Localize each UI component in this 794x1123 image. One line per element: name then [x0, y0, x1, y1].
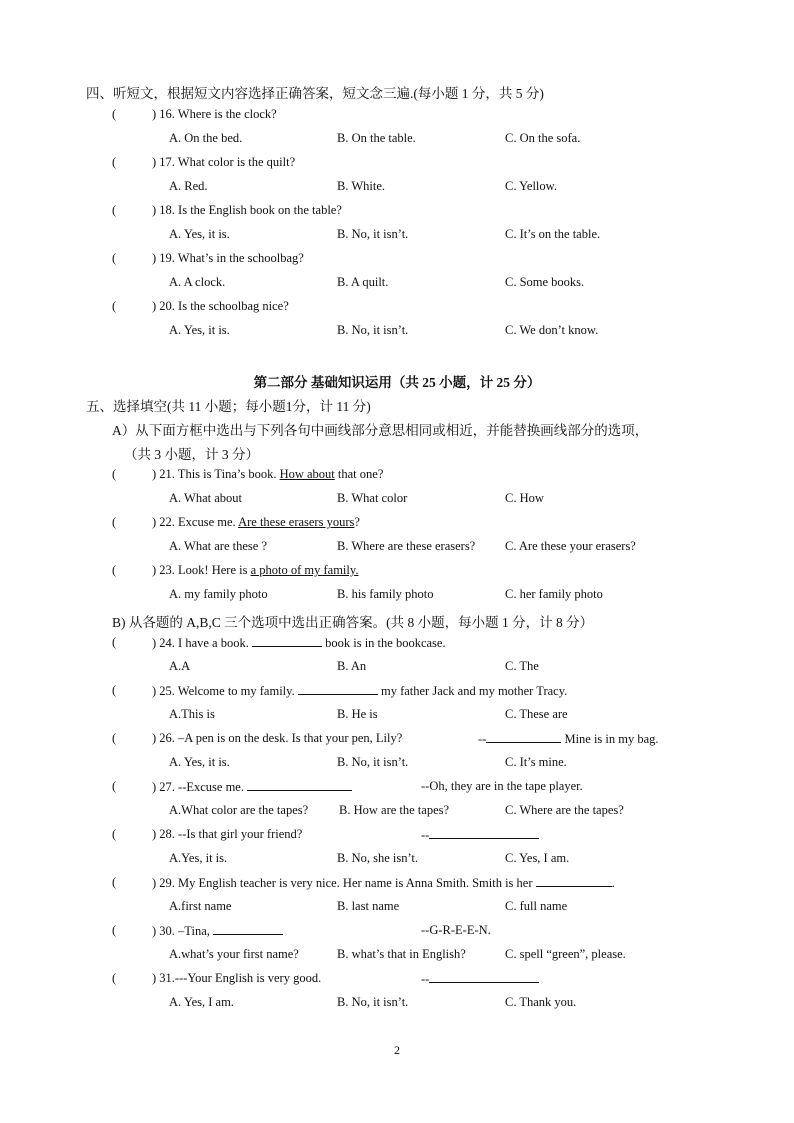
- option-b: B. What color: [337, 491, 408, 505]
- option-b: B. No, it isn’t.: [337, 995, 409, 1009]
- answer-paren: (: [112, 155, 117, 169]
- option-a: A. Yes, it is.: [169, 323, 230, 337]
- response-line: --: [421, 827, 539, 843]
- option-b: B. No, it isn’t.: [337, 323, 409, 337]
- sub-a-instruction: A）从下面方框中选出与下列各句中画线部分意思相同或相近，并能替换画线部分的选项，: [112, 423, 649, 438]
- answer-paren: (: [112, 563, 117, 577]
- sub-b-instruction: B) 从各题的 A,B,C 三个选项中选出正确答案。(共 8 小题，每小题 1 分，计 8 分）: [112, 615, 594, 630]
- option-c: C. full name: [505, 899, 568, 913]
- answer-paren: (: [112, 971, 117, 985]
- answer-paren: (: [112, 515, 117, 529]
- option-c: C. Some books.: [505, 275, 585, 289]
- answer-blank[interactable]: [298, 683, 378, 695]
- answer-blank[interactable]: [429, 827, 539, 839]
- option-b: B. How are the tapes?: [339, 803, 450, 817]
- option-c: C. spell “green”, please.: [505, 947, 626, 961]
- option-a: A. A clock.: [169, 275, 226, 289]
- answer-paren: (: [112, 875, 117, 889]
- option-b: B. White.: [337, 179, 386, 193]
- question-stem: ) 25. Welcome to my family. my father Jack and my mother Tracy.: [152, 684, 568, 698]
- option-a: A.What color are the tapes?: [169, 803, 309, 817]
- option-c: C. Thank you.: [505, 995, 577, 1009]
- answer-blank[interactable]: [213, 923, 283, 935]
- question-stem: ) 23. Look! Here is a photo of my family.: [152, 563, 359, 577]
- underlined-phrase: Are these erasers yours: [238, 515, 355, 529]
- answer-blank[interactable]: [429, 971, 539, 983]
- response-line: -- Mine is in my bag.: [478, 732, 659, 746]
- answer-paren: (: [112, 299, 117, 313]
- option-a: A. What about: [169, 491, 243, 505]
- answer-paren: (: [112, 251, 117, 265]
- question-stem: ) 27. --Excuse me.: [152, 779, 352, 795]
- option-a: A. On the bed.: [169, 131, 243, 145]
- option-a: A. Yes, it is.: [169, 227, 230, 241]
- question-stem: ) 19. What’s in the schoolbag?: [152, 251, 304, 265]
- answer-paren: (: [112, 467, 117, 481]
- page-number: 2: [394, 1043, 400, 1057]
- option-a: A. What are these ?: [169, 539, 267, 553]
- question-stem: ) 21. This is Tina’s book. How about that one?: [152, 467, 384, 481]
- answer-paren: (: [112, 827, 117, 841]
- option-a: A.This is: [169, 707, 215, 721]
- question-stem: ) 22. Excuse me. Are these erasers yours?: [152, 515, 360, 529]
- option-b: B. He is: [337, 707, 378, 721]
- response-line: --Oh, they are in the tape player.: [421, 779, 583, 793]
- option-c: C. How: [505, 491, 544, 505]
- option-a: A.what’s your first name?: [169, 947, 299, 961]
- option-c: C. her family photo: [505, 587, 603, 601]
- option-b: B. No, she isn’t.: [337, 851, 419, 865]
- answer-paren: (: [112, 923, 117, 937]
- response-line: --G-R-E-E-N.: [421, 923, 491, 937]
- option-c: C. We don’t know.: [505, 323, 599, 337]
- section-5-title: 五、选择填空(共 11 小题；每小题1分，计 11 分): [86, 399, 371, 414]
- question-stem: ) 24. I have a book. book is in the bookcase.: [152, 636, 446, 650]
- section-4-title: 四、听短文，根据短文内容选择正确答案，短文念三遍.(每小题 1 分，共 5 分): [86, 86, 544, 101]
- answer-paren: (: [112, 107, 117, 121]
- option-a: A.Yes, it is.: [169, 851, 228, 865]
- option-a: A. Yes, I am.: [169, 995, 234, 1009]
- option-c: C. Yes, I am.: [505, 851, 570, 865]
- option-a: A. Yes, it is.: [169, 755, 230, 769]
- option-c: C. These are: [505, 707, 568, 721]
- question-stem: ) 16. Where is the clock?: [152, 107, 277, 121]
- question-stem: ) 17. What color is the quilt?: [152, 155, 296, 169]
- answer-blank[interactable]: [486, 731, 561, 743]
- answer-blank[interactable]: [247, 779, 352, 791]
- option-a: A. my family photo: [169, 587, 268, 601]
- option-a: A.A: [169, 659, 191, 673]
- option-c: C. The: [505, 659, 539, 673]
- question-stem: ) 20. Is the schoolbag nice?: [152, 299, 289, 313]
- question-stem: ) 31.---Your English is very good.: [152, 971, 322, 985]
- answer-paren: (: [112, 203, 117, 217]
- answer-paren: (: [112, 731, 117, 745]
- answer-paren: (: [112, 683, 117, 697]
- option-c: C. It’s on the table.: [505, 227, 601, 241]
- answer-paren: (: [112, 779, 117, 793]
- option-b: B. A quilt.: [337, 275, 389, 289]
- option-b: B. On the table.: [337, 131, 416, 145]
- part-2-title: 第二部分 基础知识运用（共 25 小题，计 25 分）: [253, 375, 541, 390]
- question-stem: ) 30. –Tina,: [152, 923, 283, 939]
- option-c: C. Are these your erasers?: [505, 539, 636, 553]
- option-c: C. It’s mine.: [505, 755, 567, 769]
- underlined-phrase: a photo of my family.: [250, 563, 359, 577]
- option-c: C. Yellow.: [505, 179, 557, 193]
- answer-paren: (: [112, 635, 117, 649]
- option-a: A.first name: [169, 899, 232, 913]
- option-b: B. No, it isn’t.: [337, 755, 409, 769]
- question-stem: ) 29. My English teacher is very nice. Her name is Anna Smith. Smith is her .: [152, 876, 615, 890]
- option-b: B. his family photo: [337, 587, 434, 601]
- option-c: C. On the sofa.: [505, 131, 581, 145]
- question-stem: ) 28. --Is that girl your friend?: [152, 827, 303, 841]
- option-b: B. An: [337, 659, 367, 673]
- underlined-phrase: How about: [279, 467, 335, 481]
- option-a: A. Red.: [169, 179, 208, 193]
- response-line: --: [421, 971, 539, 987]
- question-stem: ) 26. –A pen is on the desk. Is that your pen, Lily?: [152, 731, 403, 745]
- option-b: B. Where are these erasers?: [337, 539, 476, 553]
- answer-blank[interactable]: [536, 875, 612, 887]
- option-c: C. Where are the tapes?: [505, 803, 624, 817]
- question-stem: ) 18. Is the English book on the table?: [152, 203, 342, 217]
- option-b: B. last name: [337, 899, 400, 913]
- sub-a-instruction-cont: （共 3 小题，计 3 分）: [124, 447, 259, 462]
- answer-blank[interactable]: [252, 635, 322, 647]
- option-b: B. No, it isn’t.: [337, 227, 409, 241]
- option-b: B. what’s that in English?: [337, 947, 466, 961]
